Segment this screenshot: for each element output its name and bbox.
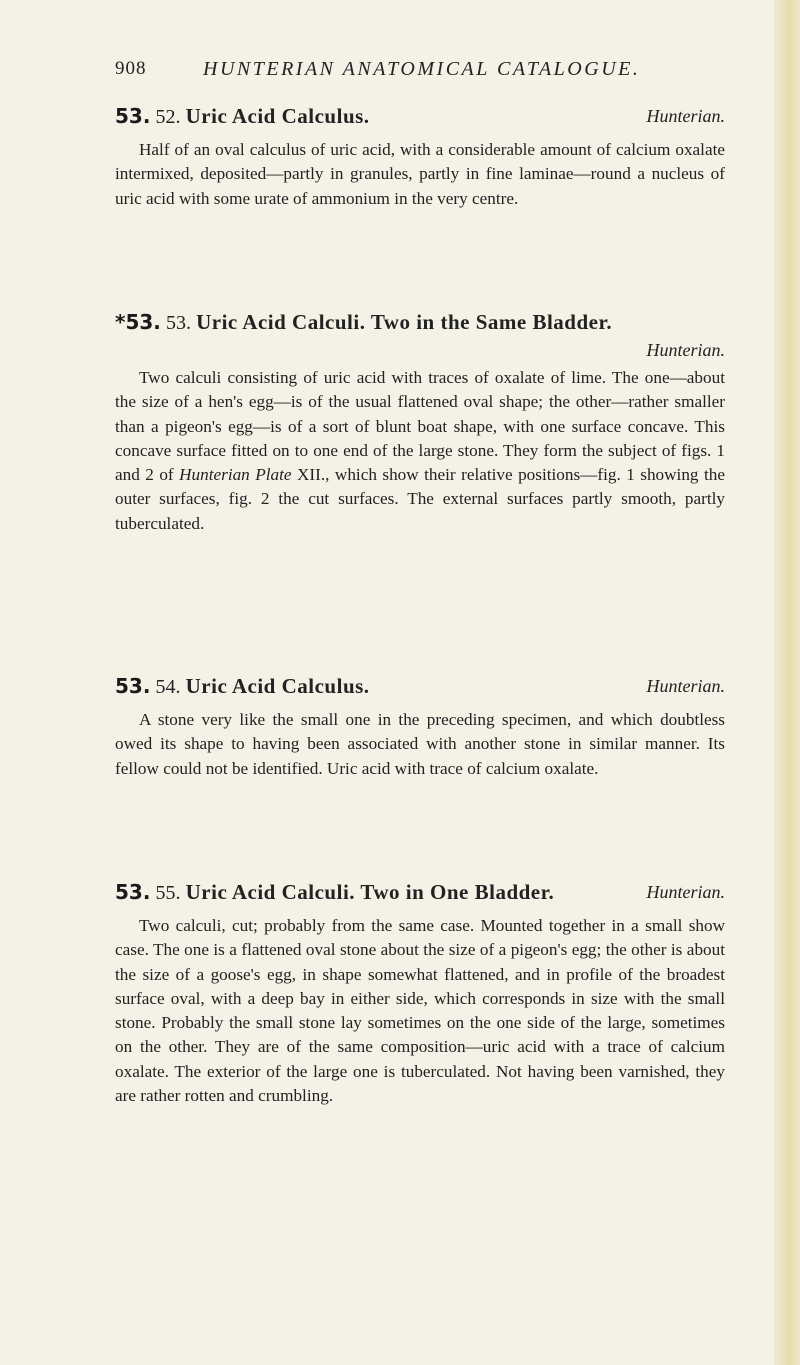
description-text-continued: XII., which show their relative positions—fig. 1 showing the outer surfaces, fig. 2 the cut surfaces. The external surfaces partly smooth, partly tuberculated. (115, 465, 725, 533)
entry-description: Two calculi, cut; probably from the same case. Mounted together in a small show case. The one is a flattened oval stone about the size of a pigeon's egg; the other is about the size of a goose's egg, in shape somewhat flattened, and in profile of the broadest surface oval, with a deep bay in either side, which corresponds in size with the small stone. Probably the small stone lay sometimes on the one side of the large, sometimes on the other. They are of the same composition—uric acid with a trace of calcium oxalate. The exterior of the large one is tuberculated. Not having been varnished, they are rather rotten and crumbling. (115, 916, 725, 1106)
specimen-number: 53. (115, 880, 151, 904)
entry-heading-line (115, 880, 725, 914)
entry-title: Uric Acid Calculi. Two in One Bladder. (185, 880, 555, 904)
entry-53-52 (115, 104, 725, 211)
running-title: HUNTERIAN ANATOMICAL CATALOGUE. (203, 58, 641, 80)
entry-description: Half of an oval calculus of uric acid, with a considerable amount of calcium oxalate intermixed, deposited—partly in granules, partly in fine laminae—round a nucleus of uric acid with some urate of ammonium in the very centre. (115, 140, 725, 208)
entry-heading-line (115, 310, 725, 340)
entry-title: Uric Acid Calculus. (185, 104, 370, 128)
source-label: Hunterian. (646, 340, 725, 360)
entry-title: Uric Acid Calculi. Two in the Same Bladder. (196, 310, 613, 334)
specimen-number: *53. (115, 310, 161, 334)
entry-description (115, 366, 725, 536)
entry-53-53 (115, 310, 725, 536)
catalogue-number: 55. (155, 882, 181, 904)
entry-53-54 (115, 674, 725, 781)
specimen-number: 53. (115, 674, 151, 698)
catalogue-number: 53. (165, 312, 191, 334)
running-head (115, 58, 725, 88)
catalogue-number: 54. (155, 676, 181, 698)
source-label: Hunterian. (646, 106, 725, 126)
description-text: Two calculi consisting of uric acid with traces of oxalate of lime. The one—about the size of a hen's egg—is of the usual flattened oval shape; the other—rather smaller than a pigeon's egg—is of a sort of blunt boat shape, with one surface concave. This concave surface fitted on to one end of the large stone. They form the subject of figs. 1 and 2 of (115, 368, 725, 485)
entry-53-55 (115, 880, 725, 1108)
source-label: Hunterian. (646, 882, 725, 902)
page-edge (774, 0, 800, 1365)
page-number: 908 (115, 58, 147, 79)
catalogue-number: 52. (155, 106, 181, 128)
plate-reference: Hunterian Plate (179, 465, 292, 485)
entry-heading-line (115, 104, 725, 138)
entry-heading-line (115, 674, 725, 708)
entry-description: A stone very like the small one in the preceding specimen, and which doubtless owed its shape to having been associated with another stone in similar manner. Its fellow could not be identified. Uric acid with trace of calcium oxalate. (115, 710, 725, 778)
specimen-number: 53. (115, 104, 151, 128)
entry-title: Uric Acid Calculus. (185, 674, 370, 698)
source-label: Hunterian. (646, 676, 725, 696)
